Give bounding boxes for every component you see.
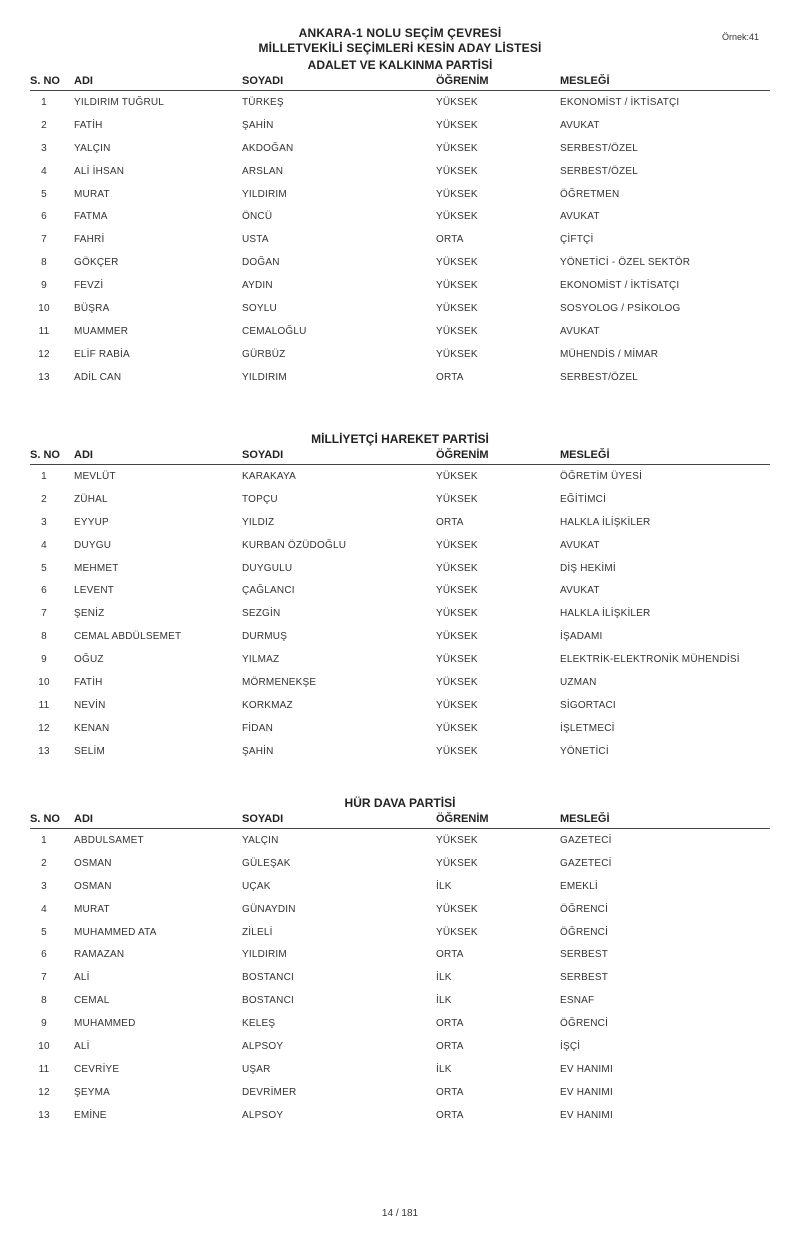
cell-meslek: EV HANIMI <box>560 1063 613 1075</box>
cell-soyadi: TÜRKEŞ <box>242 97 284 108</box>
cell-adi: CEVRİYE <box>74 1063 120 1075</box>
cell-meslek: ÖĞRENCİ <box>560 903 609 915</box>
cell-ogrenim: YÜKSEK <box>436 562 478 574</box>
party-title: HÜR DAVA PARTİSİ <box>344 796 456 810</box>
cell-adi: ŞENİZ <box>74 608 105 620</box>
cell-soyadi: AYDIN <box>242 280 273 292</box>
cell-ogrenim: ORTA <box>436 1018 464 1030</box>
cell-adi: YALÇIN <box>74 142 111 154</box>
cell-soyadi: ALPSOY <box>242 1109 284 1121</box>
col-no-header: S. NO <box>30 813 60 825</box>
table-row <box>30 648 770 671</box>
cell-meslek: MÜHENDİS / MİMAR <box>560 348 659 360</box>
cell-adi: LEVENT <box>74 585 115 597</box>
cell-no: 9 <box>41 1018 47 1030</box>
cell-no: 8 <box>41 995 47 1007</box>
table-header <box>30 812 770 829</box>
cell-adi: CEMAL <box>74 995 110 1007</box>
cell-no: 12 <box>38 1086 50 1098</box>
cell-meslek: AVUKAT <box>560 585 600 597</box>
cell-meslek: YÖNETİCİ <box>560 745 609 757</box>
cell-no: 8 <box>41 257 47 269</box>
col-meslek-header: MESLEĞİ <box>560 813 610 825</box>
table-row <box>30 671 770 694</box>
cell-adi: MURAT <box>74 188 110 200</box>
table-row <box>30 137 770 160</box>
cell-soyadi: YILDIRIM <box>242 371 287 383</box>
table-row <box>30 852 770 875</box>
cell-no: 2 <box>41 119 47 131</box>
col-adi-header: ADI <box>74 813 93 825</box>
cell-adi: FEVZİ <box>74 280 104 292</box>
table-row <box>30 625 770 648</box>
cell-meslek: SİGORTACI <box>560 699 616 711</box>
cell-ogrenim: ORTA <box>436 1041 464 1053</box>
cell-no: 4 <box>41 165 47 177</box>
cell-no: 3 <box>41 880 47 892</box>
table-row <box>30 921 770 944</box>
cell-adi: MURAT <box>74 903 110 915</box>
table-row <box>30 602 770 625</box>
cell-meslek: EKONOMİST / İKTİSATÇI <box>560 97 680 108</box>
cell-meslek: ESNAF <box>560 995 595 1007</box>
cell-meslek: SERBEST/ÖZEL <box>560 165 638 177</box>
cell-ogrenim: YÜKSEK <box>436 348 478 360</box>
cell-meslek: SOSYOLOG / PSİKOLOG <box>560 303 681 315</box>
cell-soyadi: BOSTANCI <box>242 995 294 1007</box>
table-row <box>30 557 770 580</box>
cell-meslek: ÖĞRETMEN <box>560 188 620 200</box>
table-row <box>30 91 770 114</box>
cell-ogrenim: YÜKSEK <box>436 745 478 757</box>
table-row <box>30 898 770 921</box>
cell-no: 6 <box>41 585 47 597</box>
cell-adi: EYYUP <box>74 516 109 528</box>
cell-meslek: ÖĞRETİM ÜYESİ <box>560 471 643 482</box>
cell-adi: FATİH <box>74 677 103 689</box>
cell-ogrenim: YÜKSEK <box>436 280 478 292</box>
table-header <box>30 74 770 91</box>
cell-adi: MUAMMER <box>74 325 129 337</box>
cell-meslek: HALKLA İLİŞKİLER <box>560 516 651 528</box>
header-line-2: MİLLETVEKİLİ SEÇİMLERİ KESİN ADAY LİSTESİ <box>258 41 542 55</box>
cell-no: 5 <box>41 926 47 938</box>
cell-ogrenim: YÜKSEK <box>436 211 478 223</box>
candidate-rows <box>30 91 770 389</box>
cell-ogrenim: YÜKSEK <box>436 926 478 938</box>
cell-meslek: EV HANIMI <box>560 1109 613 1121</box>
cell-soyadi: KELEŞ <box>242 1018 276 1030</box>
table-row <box>30 343 770 366</box>
cell-meslek: İŞÇİ <box>560 1041 581 1053</box>
table-row <box>30 989 770 1012</box>
cell-meslek: DİŞ HEKİMİ <box>560 562 616 574</box>
cell-soyadi: SOYLU <box>242 303 277 315</box>
cell-meslek: ÖĞRENCİ <box>560 926 609 938</box>
cell-meslek: SERBEST/ÖZEL <box>560 142 638 154</box>
table-row <box>30 366 770 389</box>
cell-meslek: GAZETECİ <box>560 857 612 869</box>
cell-ogrenim: YÜKSEK <box>436 165 478 177</box>
cell-no: 3 <box>41 516 47 528</box>
party-section <box>0 56 800 389</box>
table-row <box>30 183 770 206</box>
cell-ogrenim: YÜKSEK <box>436 722 478 734</box>
table-row <box>30 943 770 966</box>
cell-ogrenim: YÜKSEK <box>436 119 478 131</box>
document-header <box>0 26 800 56</box>
table-row <box>30 534 770 557</box>
cell-soyadi: YILMAZ <box>242 654 280 666</box>
table-row <box>30 488 770 511</box>
col-adi-header: ADI <box>74 75 93 87</box>
cell-adi: ADİL CAN <box>74 371 122 383</box>
cell-adi: FATMA <box>74 211 108 223</box>
cell-soyadi: UÇAK <box>242 880 271 892</box>
cell-soyadi: DEVRİMER <box>242 1086 297 1098</box>
table-row <box>30 829 770 852</box>
cell-meslek: AVUKAT <box>560 211 600 223</box>
cell-ogrenim: İLK <box>436 1063 452 1075</box>
cell-adi: DUYGU <box>74 539 112 551</box>
cell-no: 2 <box>41 493 47 505</box>
cell-ogrenim: YÜKSEK <box>436 97 478 108</box>
cell-no: 1 <box>41 97 47 108</box>
cell-soyadi: DOĞAN <box>242 257 280 269</box>
cell-soyadi: YILDIZ <box>242 516 275 528</box>
cell-soyadi: UŞAR <box>242 1063 271 1075</box>
cell-adi: MEHMET <box>74 562 119 574</box>
cell-no: 13 <box>38 745 50 757</box>
cell-no: 9 <box>41 280 47 292</box>
cell-ogrenim: ORTA <box>436 516 464 528</box>
table-row <box>30 1058 770 1081</box>
cell-adi: CEMAL ABDÜLSEMET <box>74 631 182 643</box>
cell-soyadi: ŞAHİN <box>242 119 274 131</box>
cell-ogrenim: YÜKSEK <box>436 835 478 846</box>
cell-soyadi: GÜLEŞAK <box>242 857 291 869</box>
table-row <box>30 320 770 343</box>
table-row <box>30 160 770 183</box>
cell-meslek: UZMAN <box>560 677 597 689</box>
cell-ogrenim: YÜKSEK <box>436 257 478 269</box>
table-row <box>30 114 770 137</box>
cell-soyadi: ÇAĞLANCI <box>242 585 295 597</box>
col-ogrenim-header: ÖĞRENİM <box>436 449 489 461</box>
table-row <box>30 694 770 717</box>
cell-no: 10 <box>38 1041 50 1053</box>
cell-ogrenim: YÜKSEK <box>436 325 478 337</box>
col-ogrenim-header: ÖĞRENİM <box>436 75 489 87</box>
cell-ogrenim: İLK <box>436 880 452 892</box>
cell-meslek: EMEKLİ <box>560 880 598 892</box>
cell-ogrenim: YÜKSEK <box>436 857 478 869</box>
cell-ogrenim: YÜKSEK <box>436 903 478 915</box>
cell-ogrenim: ORTA <box>436 234 464 246</box>
cell-no: 6 <box>41 211 47 223</box>
cell-adi: OSMAN <box>74 880 112 892</box>
cell-adi: ABDULSAMET <box>74 835 144 846</box>
cell-soyadi: YALÇIN <box>242 835 279 846</box>
candidate-rows <box>30 829 770 1127</box>
cell-soyadi: ŞAHİN <box>242 745 274 757</box>
cell-soyadi: KORKMAZ <box>242 699 293 711</box>
cell-soyadi: SEZGİN <box>242 608 281 620</box>
cell-meslek: AVUKAT <box>560 539 600 551</box>
cell-ogrenim: YÜKSEK <box>436 539 478 551</box>
table-row <box>30 465 770 488</box>
cell-ogrenim: ORTA <box>436 1109 464 1121</box>
cell-adi: FATİH <box>74 119 103 131</box>
table-row <box>30 1035 770 1058</box>
cell-no: 10 <box>38 303 50 315</box>
cell-meslek: ÖĞRENCİ <box>560 1018 609 1030</box>
page-label: Örnek:41 <box>722 32 760 42</box>
cell-ogrenim: YÜKSEK <box>436 677 478 689</box>
cell-ogrenim: İLK <box>436 972 452 984</box>
cell-meslek: EKONOMİST / İKTİSATÇI <box>560 280 680 292</box>
cell-no: 11 <box>38 325 50 337</box>
cell-soyadi: ZİLELİ <box>242 926 273 938</box>
table-row <box>30 579 770 602</box>
cell-meslek: İŞLETMECİ <box>560 722 615 734</box>
cell-no: 11 <box>38 1063 50 1075</box>
cell-adi: KENAN <box>74 722 110 734</box>
cell-ogrenim: YÜKSEK <box>436 471 478 482</box>
col-no-header: S. NO <box>30 75 60 87</box>
table-row <box>30 274 770 297</box>
cell-meslek: AVUKAT <box>560 325 600 337</box>
cell-adi: ALİ <box>74 1041 90 1053</box>
table-row <box>30 966 770 989</box>
cell-no: 5 <box>41 188 47 200</box>
col-soyadi-header: SOYADI <box>242 813 284 825</box>
cell-adi: YILDIRIM TUĞRUL <box>74 97 165 108</box>
cell-no: 12 <box>38 722 50 734</box>
cell-soyadi: CEMALOĞLU <box>242 325 307 337</box>
table-row <box>30 228 770 251</box>
cell-meslek: SERBEST <box>560 972 609 984</box>
cell-meslek: YÖNETİCİ - ÖZEL SEKTÖR <box>560 257 691 269</box>
col-meslek-header: MESLEĞİ <box>560 75 610 87</box>
cell-adi: SELİM <box>74 745 106 757</box>
page-number: 14 / 181 <box>381 1208 419 1219</box>
cell-ogrenim: YÜKSEK <box>436 654 478 666</box>
table-row <box>30 717 770 740</box>
cell-adi: ALİ <box>74 972 90 984</box>
cell-soyadi: DUYGULU <box>242 562 293 574</box>
party-title: ADALET VE KALKINMA PARTİSİ <box>307 58 493 72</box>
cell-adi: ŞEYMA <box>74 1086 111 1098</box>
cell-ogrenim: YÜKSEK <box>436 493 478 505</box>
party-section <box>0 430 800 763</box>
cell-no: 6 <box>41 949 47 961</box>
table-row <box>30 1104 770 1127</box>
cell-adi: ELİF RABİA <box>74 348 130 360</box>
cell-ogrenim: YÜKSEK <box>436 188 478 200</box>
cell-adi: MUHAMMED <box>74 1018 136 1030</box>
cell-soyadi: GÜRBÜZ <box>242 348 286 360</box>
cell-ogrenim: ORTA <box>436 1086 464 1098</box>
cell-ogrenim: ORTA <box>436 949 464 961</box>
cell-soyadi: KURBAN ÖZÜDOĞLU <box>242 539 347 551</box>
cell-ogrenim: YÜKSEK <box>436 699 478 711</box>
col-soyadi-header: SOYADI <box>242 75 284 87</box>
candidate-rows <box>30 465 770 763</box>
cell-no: 8 <box>41 631 47 643</box>
cell-ogrenim: YÜKSEK <box>436 631 478 643</box>
cell-no: 11 <box>38 699 50 711</box>
table-row <box>30 297 770 320</box>
cell-soyadi: USTA <box>242 234 269 246</box>
cell-soyadi: AKDOĞAN <box>242 142 294 154</box>
cell-adi: EMİNE <box>74 1109 107 1121</box>
cell-no: 13 <box>38 1109 50 1121</box>
cell-no: 2 <box>41 857 47 869</box>
cell-soyadi: YILDIRIM <box>242 188 287 200</box>
cell-no: 9 <box>41 654 47 666</box>
cell-no: 10 <box>38 677 50 689</box>
cell-soyadi: ALPSOY <box>242 1041 284 1053</box>
cell-soyadi: FİDAN <box>242 722 273 734</box>
table-row <box>30 1081 770 1104</box>
cell-meslek: GAZETECİ <box>560 835 612 846</box>
cell-adi: OĞUZ <box>74 654 104 666</box>
table-row <box>30 511 770 534</box>
cell-no: 4 <box>41 903 47 915</box>
cell-soyadi: BOSTANCI <box>242 972 294 984</box>
table-row <box>30 251 770 274</box>
cell-soyadi: DURMUŞ <box>242 631 288 643</box>
cell-ogrenim: YÜKSEK <box>436 142 478 154</box>
cell-no: 3 <box>41 142 47 154</box>
cell-adi: FAHRİ <box>74 234 105 246</box>
cell-no: 7 <box>41 234 47 246</box>
cell-no: 7 <box>41 608 47 620</box>
party-title: MİLLİYETÇİ HAREKET PARTİSİ <box>311 432 489 446</box>
cell-adi: GÖKÇER <box>74 257 119 269</box>
cell-no: 7 <box>41 972 47 984</box>
cell-ogrenim: YÜKSEK <box>436 608 478 620</box>
cell-soyadi: KARAKAYA <box>242 471 297 482</box>
col-no-header: S. NO <box>30 449 60 461</box>
cell-ogrenim: ORTA <box>436 371 464 383</box>
cell-meslek: SERBEST <box>560 949 609 961</box>
cell-meslek: HALKLA İLİŞKİLER <box>560 608 651 620</box>
party-section <box>0 794 800 1127</box>
cell-no: 13 <box>38 371 50 383</box>
cell-meslek: İŞADAMI <box>560 631 603 643</box>
cell-adi: BÜŞRA <box>74 303 110 315</box>
col-ogrenim-header: ÖĞRENİM <box>436 813 489 825</box>
cell-adi: OSMAN <box>74 857 112 869</box>
cell-meslek: AVUKAT <box>560 119 600 131</box>
cell-no: 4 <box>41 539 47 551</box>
cell-no: 1 <box>41 471 47 482</box>
header-line-1: ANKARA-1 NOLU SEÇİM ÇEVRESİ <box>298 26 502 40</box>
cell-no: 5 <box>41 562 47 574</box>
cell-meslek: EĞİTİMCİ <box>560 493 607 505</box>
cell-soyadi: TOPÇU <box>242 493 278 505</box>
cell-ogrenim: YÜKSEK <box>436 303 478 315</box>
col-meslek-header: MESLEĞİ <box>560 449 610 461</box>
cell-soyadi: YILDIRIM <box>242 949 287 961</box>
cell-meslek: ELEKTRİK-ELEKTRONİK MÜHENDİSİ <box>560 654 740 666</box>
table-row <box>30 875 770 898</box>
cell-adi: MEVLÜT <box>74 471 116 482</box>
cell-adi: ALİ İHSAN <box>74 165 125 177</box>
cell-ogrenim: İLK <box>436 995 452 1007</box>
cell-soyadi: MÖRMENEKŞE <box>242 677 317 689</box>
table-row <box>30 205 770 228</box>
table-row <box>30 1012 770 1035</box>
cell-no: 12 <box>38 348 50 360</box>
cell-soyadi: ARSLAN <box>242 165 284 177</box>
col-adi-header: ADI <box>74 449 93 461</box>
cell-ogrenim: YÜKSEK <box>436 585 478 597</box>
cell-meslek: EV HANIMI <box>560 1086 613 1098</box>
cell-adi: NEVİN <box>74 699 106 711</box>
table-row <box>30 740 770 763</box>
cell-soyadi: ÖNCÜ <box>242 211 273 223</box>
cell-adi: RAMAZAN <box>74 949 125 961</box>
cell-meslek: ÇİFTÇİ <box>560 234 594 246</box>
table-header <box>30 448 770 465</box>
cell-no: 1 <box>41 835 47 846</box>
cell-soyadi: GÜNAYDIN <box>242 903 296 915</box>
cell-adi: MUHAMMED ATA <box>74 926 157 938</box>
cell-meslek: SERBEST/ÖZEL <box>560 371 638 383</box>
cell-adi: ZÜHAL <box>74 493 108 505</box>
col-soyadi-header: SOYADI <box>242 449 284 461</box>
